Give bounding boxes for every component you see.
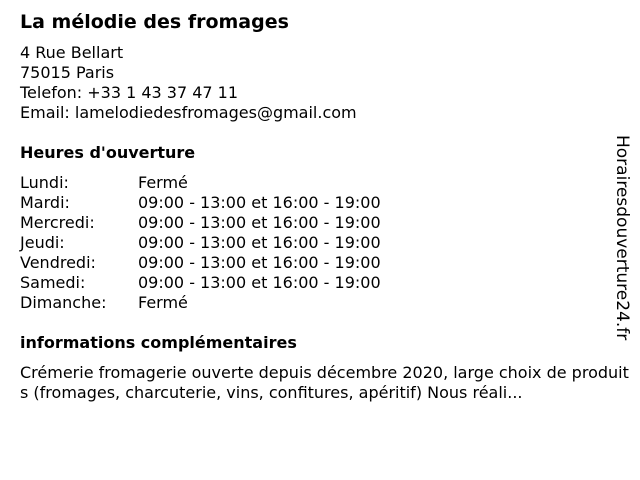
hours-day: Vendredi: (20, 253, 96, 272)
hours-value: 09:00 - 13:00 et 16:00 - 19:00 (138, 213, 381, 232)
hours-day: Mardi: (20, 193, 70, 212)
street-address: 4 Rue Bellart (20, 43, 124, 62)
hours-row-sunday (20, 293, 632, 313)
hours-day: Lundi: (20, 173, 69, 192)
phone-number: Telefon: +33 1 43 37 47 11 (20, 83, 239, 102)
shop-card (20, 10, 632, 403)
additional-info-heading: informations complémentaires (20, 333, 297, 352)
shop-name: La mélodie des fromages (20, 11, 289, 33)
hours-value: Fermé (138, 173, 188, 192)
additional-info-text: Crémerie fromagerie ouverte depuis décembre 2020, large choix de produits (fromages, charcuterie, vins, confitures, apéritif) Nous réali... (20, 363, 629, 402)
hours-row-friday (20, 253, 632, 273)
site-watermark: Horairesdouverture24.fr (612, 135, 632, 341)
hours-row-wednesday (20, 213, 632, 233)
hours-value: 09:00 - 13:00 et 16:00 - 19:00 (138, 193, 381, 212)
opening-hours-heading: Heures d'ouverture (20, 143, 196, 162)
hours-row-tuesday (20, 193, 632, 213)
hours-value: Fermé (138, 293, 188, 312)
email-address: Email: lamelodiedesfromages@gmail.com (20, 103, 357, 122)
hours-row-thursday (20, 233, 632, 253)
hours-day: Samedi: (20, 273, 86, 292)
hours-day: Jeudi: (20, 233, 65, 252)
hours-row-monday (20, 173, 632, 193)
hours-row-saturday (20, 273, 632, 293)
opening-hours-table (20, 173, 632, 313)
hours-day: Dimanche: (20, 293, 107, 312)
city-address: 75015 Paris (20, 63, 115, 82)
address-block (20, 43, 632, 123)
hours-value: 09:00 - 13:00 et 16:00 - 19:00 (138, 253, 381, 272)
hours-value: 09:00 - 13:00 et 16:00 - 19:00 (138, 273, 381, 292)
hours-day: Mercredi: (20, 213, 95, 232)
hours-value: 09:00 - 13:00 et 16:00 - 19:00 (138, 233, 381, 252)
